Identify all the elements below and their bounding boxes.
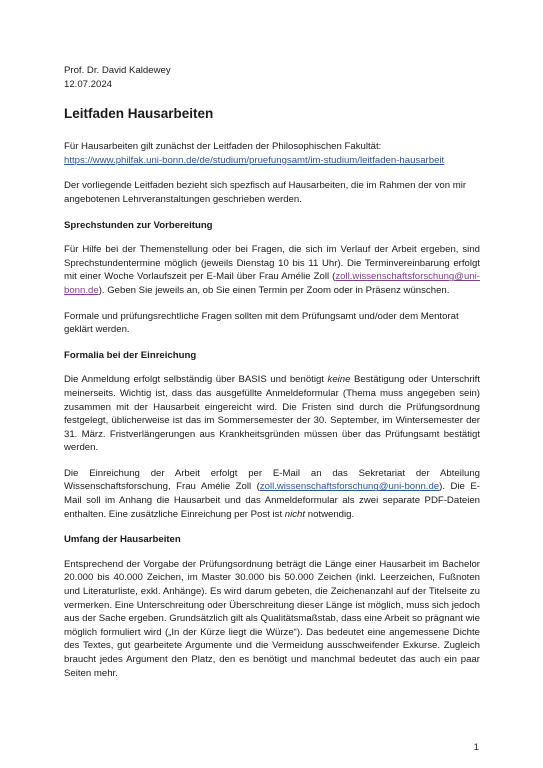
text-span: ). Die E-Mail soll im Anhang die Hausarbeit und das Anmeldeformular als zwei separate PDF-Dateien enthalten. Eine zusätzliche Einreichung per Post ist (64, 481, 480, 520)
text-span: Für Hilfe bei der Themenstellung oder bei Fragen, die sich im Verlauf der Arbeit ergeben, sind Sprechstundentermine möglich (jeweils Dienstag 10 bis 11 Uhr). Die Terminvereinbarung erfolgt mit einer Woche Vorlaufszeit per E-Mail über Frau Amélie Zoll ( (64, 244, 480, 283)
text-span: notwendig. (305, 508, 355, 520)
sprechstunden-paragraph-1 (64, 243, 480, 297)
intro-text: Für Hausarbeiten gilt zunächst der Leitfaden der Philosophischen Fakultät: (64, 141, 382, 153)
text-span: Bestätigung oder Unterschrift meinerseits. Wichtig ist, dass das ausgefüllte Anmeldeformular (Thema muss angegeben sein) zusammen mit der Hausarbeit eingereicht wird. Die Fristen sind durch die Prüfungsordnung festgelegt, üblicherweise ist das im Sommersemester der 30. September, im Wintersemester der 31. März. Fristverlängerungen aus Krankheitsgründen müssen über das Prüfungsamt bestätigt werden. (64, 374, 480, 454)
intro-paragraph (64, 140, 480, 167)
umfang-paragraph-1: Entsprechend der Vorgabe der Prüfungsordnung beträgt die Länge einer Hausarbeit im Bachelor 20.000 bis 40.000 Zeichen, im Master 30.000 bis 50.000 Zeichen (inkl. Leerzeichen, Fußnoten und Literaturliste, exkl. Anhänge). Es wird darum gebeten, die Zeichenanzahl auf der Titelseite zu vermerken. Eine Unterschreitung oder Überschreitung dieser Länge ist möglich, muss sich jedoch aus der Sache ergeben. Grundsätzlich gilt als Qualitätsmaßstab, dass eine Arbeit so prägnant wie möglich formuliert wird („In der Kürze liegt die Würze“). Das bedeutet eine angemessene Dichte des Textes, gut gearbeitete Argumente und die Vermeidung ausschweifender Exkurse. Zugleich braucht jedes Argument den Platz, den es benötigt und manchmal bedeutet das auch ein paar Seiten mehr. (64, 558, 480, 679)
document-date: 12.07.2024 (64, 78, 113, 90)
emphasis-keine: keine (327, 374, 351, 386)
author-name: Prof. Dr. David Kaldewey (64, 65, 171, 76)
scope-paragraph: Der vorliegende Leitfaden bezieht sich spezfisch auf Hausarbeiten, die im Rahmen der von mir angebotenen Lehrveranstaltungen geschrieben werden. (64, 180, 467, 205)
author-block (64, 64, 480, 91)
section-heading-formalia: Formalia bei der Einreichung (64, 349, 197, 361)
formalia-paragraph-2 (64, 467, 480, 521)
page-content (64, 64, 480, 692)
text-span: ). Geben Sie jeweils an, ob Sie einen Termin per Zoom oder in Präsenz wünschen. (98, 284, 450, 296)
page-number: 1 (473, 742, 479, 753)
faculty-guide-link[interactable]: https://www.philfak.uni-bonn.de/de/studium/pruefungsamt/im-studium/leitfaden-hausarbeit (64, 154, 445, 166)
text-span: Die Einreichung der Arbeit erfolgt per E-Mail an das Sekretariat der Abteilung Wissenschaftsforschung, Frau Amélie Zoll ( (64, 467, 480, 493)
emphasis-nicht: nicht (284, 508, 306, 520)
email-link-sprechstunden[interactable]: zoll.wissenschaftsforschung@uni-bonn.de (64, 271, 480, 296)
text-span: Die Anmeldung erfolgt selbständig über BASIS und benötigt (64, 374, 328, 386)
section-heading-umfang: Umfang der Hausarbeiten (64, 534, 181, 546)
formalia-paragraph-1 (64, 373, 480, 455)
section-heading-sprechstunden: Sprechstunden zur Vorbereitung (64, 219, 213, 231)
email-link-formalia[interactable]: zoll.wissenschaftsforschung@uni-bonn.de (259, 481, 440, 493)
sprechstunden-paragraph-2: Formale und prüfungsrechtliche Fragen sollten mit dem Prüfungsamt und/oder dem Mentorat geklärt werden. (64, 310, 459, 336)
document-title: Leitfaden Hausarbeiten (64, 106, 214, 122)
